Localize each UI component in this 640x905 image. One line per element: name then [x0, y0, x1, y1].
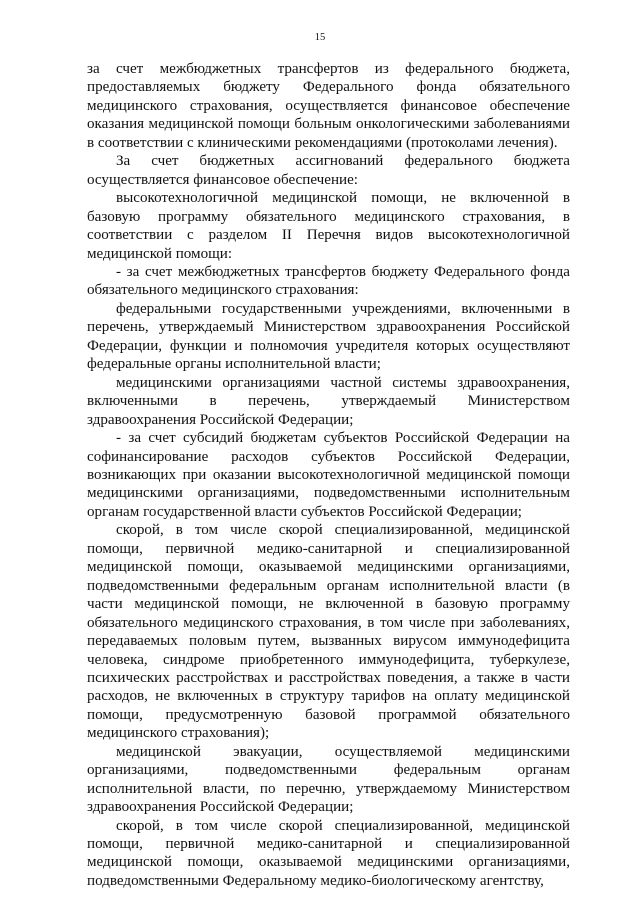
paragraph-1: за счет межбюджетных трансфертов из федерального бюджета, предоставляемых бюджету Федерального фонда обязательного медицинского страхования, осуществляется финансовое обеспечение оказания медицинской помощи больным онкологическими заболеваниями в соответствии с клиническими рекомендациями (протоколами лечения).: [87, 61, 570, 151]
page-number: 15: [314, 32, 326, 43]
paragraph-3: высокотехнологичной медицинской помощи, не включенной в базовую программу обязательного медицинского страхования, в соответствии с разделом II Перечня видов высокотехнологичной медицинской помощи:: [87, 190, 570, 262]
paragraph-7: - за счет субсидий бюджетам субъектов Российской Федерации на софинансирование расходов субъектов Российской Федерации, возникающих при оказании высокотехнологичной медицинской помощи медицинскими организациями, подведомственными исполнительным органам государственной власти субъектов Российской Федерации;: [87, 430, 570, 520]
document-body: [87, 60, 570, 890]
paragraph-10: скорой, в том числе скорой специализированной, медицинской помощи, первичной медико-санитарной и специализированной медицинской помощи, оказываемой медицинскими организациями, подведомственными Федеральному медико-биологическому агентству,: [87, 817, 570, 889]
paragraph-5: федеральными государственными учреждениями, включенными в перечень, утверждаемый Министерством здравоохранения Российской Федерации, функции и полномочия учредителя которых осуществляют федеральные органы исполнительной власти;: [87, 300, 570, 373]
paragraph-4: - за счет межбюджетных трансфертов бюджету Федерального фонда обязательного медицинского страхования:: [87, 263, 570, 299]
paragraph-6: медицинскими организациями частной системы здравоохранения, включенными в перечень, утверждаемый Министерством здравоохранения Российской Федерации;: [87, 374, 570, 428]
paragraph-2: За счет бюджетных ассигнований федерального бюджета осуществляется финансовое обеспечение:: [87, 153, 570, 188]
paragraph-8: скорой, в том числе скорой специализированной, медицинской помощи, первичной медико-санитарной и специализированной медицинской помощи, оказываемой медицинскими организациями, подведомственными федеральным органам исполнительной власти (в части медицинской помощи, не включенной в базовую программу обязательного медицинского страхования, в том числе при заболеваниях, передаваемых половым путем, вызванных вирусом иммунодефицита человека, синдроме приобретенного иммунодефицита, туберкулезе, психических расстройствах и расстройствах поведения, а также в части расходов, не включенных в структуру тарифов на оплату медицинской помощи, предусмотренную базовой программой обязательного медицинского страхования);: [87, 522, 570, 742]
paragraph-9: медицинской эвакуации, осуществляемой медицинскими организациями, подведомственными федеральным органам исполнительной власти, по перечню, утверждаемому Министерством здравоохранения Российской Федерации;: [87, 743, 570, 816]
